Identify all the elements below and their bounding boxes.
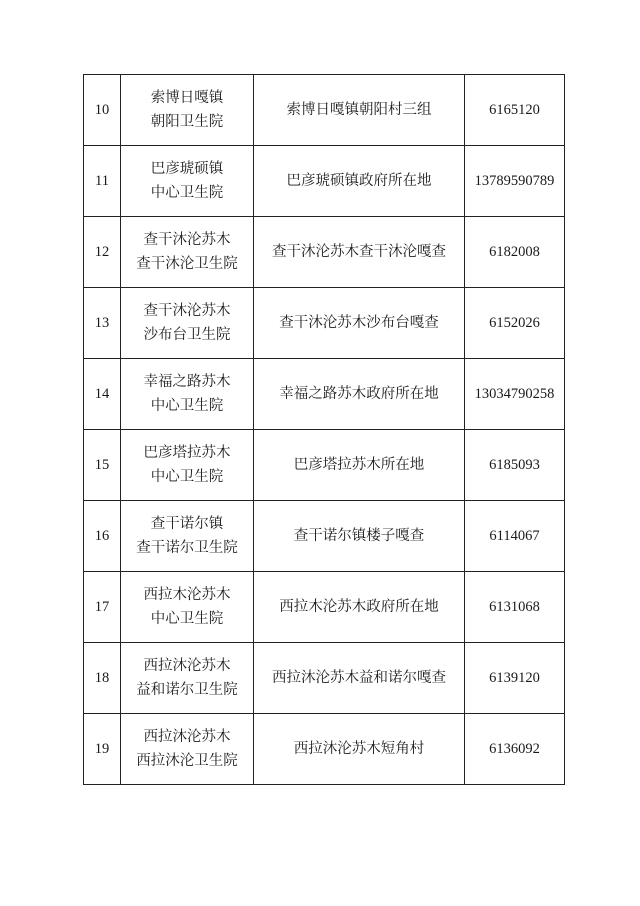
clinic-address: 幸福之路苏木政府所在地: [254, 359, 465, 430]
table-row: [84, 75, 565, 146]
clinic-address: 索博日嘎镇朝阳村三组: [254, 75, 465, 146]
clinic-name: [121, 217, 254, 288]
clinic-name-line1: 西拉沐沦苏木: [143, 729, 231, 745]
clinic-name-line2: 益和诺尔卫生院: [136, 682, 238, 698]
clinic-name-line2: 中心卫生院: [150, 611, 224, 627]
table-body: [84, 75, 565, 785]
clinic-name-line1: 索博日嘎镇: [150, 90, 224, 106]
table-row: [84, 643, 565, 714]
clinic-name-line1: 查干沐沦苏木: [143, 232, 231, 248]
row-number: 19: [84, 714, 121, 785]
table-row: [84, 572, 565, 643]
clinic-address: 西拉沐沦苏木益和诺尔嘎查: [254, 643, 465, 714]
clinic-name: [121, 572, 254, 643]
table-row: [84, 430, 565, 501]
table-row: [84, 146, 565, 217]
clinic-name-line2: 中心卫生院: [150, 469, 224, 485]
clinic-address: 西拉木沦苏木政府所在地: [254, 572, 465, 643]
row-number: 12: [84, 217, 121, 288]
clinic-name-line2: 查干诺尔卫生院: [136, 540, 238, 556]
clinic-address: 查干沐沦苏木沙布台嘎查: [254, 288, 465, 359]
row-number: 18: [84, 643, 121, 714]
clinic-name: [121, 75, 254, 146]
clinic-phone: 6185093: [465, 430, 565, 501]
clinic-name-line1: 西拉沐沦苏木: [143, 658, 231, 674]
clinic-name: [121, 146, 254, 217]
clinic-address: 西拉沐沦苏木短角村: [254, 714, 465, 785]
clinic-phone: 6139120: [465, 643, 565, 714]
row-number: 10: [84, 75, 121, 146]
clinic-phone: 6131068: [465, 572, 565, 643]
clinic-name: [121, 501, 254, 572]
clinic-name: [121, 714, 254, 785]
clinic-phone: 13034790258: [465, 359, 565, 430]
clinic-address: 巴彦琥硕镇政府所在地: [254, 146, 465, 217]
clinic-name-line1: 查干诺尔镇: [150, 516, 224, 532]
clinic-name-line1: 幸福之路苏木: [143, 374, 231, 390]
clinic-address: 巴彦塔拉苏木所在地: [254, 430, 465, 501]
row-number: 14: [84, 359, 121, 430]
clinic-name-line2: 朝阳卫生院: [150, 114, 224, 130]
table-row: [84, 359, 565, 430]
clinic-name-line2: 查干沐沦卫生院: [136, 256, 238, 272]
clinic-phone: 6152026: [465, 288, 565, 359]
clinic-name: [121, 643, 254, 714]
row-number: 11: [84, 146, 121, 217]
row-number: 16: [84, 501, 121, 572]
row-number: 13: [84, 288, 121, 359]
clinic-name-line1: 查干沐沦苏木: [143, 303, 231, 319]
row-number: 17: [84, 572, 121, 643]
table-row: [84, 501, 565, 572]
clinic-phone: 6165120: [465, 75, 565, 146]
clinic-directory-table: [83, 74, 565, 785]
clinic-name-line1: 巴彦琥硕镇: [150, 161, 224, 177]
clinic-phone: 13789590789: [465, 146, 565, 217]
row-number: 15: [84, 430, 121, 501]
clinic-address: 查干诺尔镇楼子嘎查: [254, 501, 465, 572]
clinic-name-line2: 西拉沐沦卫生院: [136, 753, 238, 769]
clinic-phone: 6136092: [465, 714, 565, 785]
clinic-name-line1: 巴彦塔拉苏木: [143, 445, 231, 461]
clinic-name-line2: 沙布台卫生院: [143, 327, 231, 343]
clinic-name-line2: 中心卫生院: [150, 398, 224, 414]
clinic-name-line2: 中心卫生院: [150, 185, 224, 201]
clinic-phone: 6114067: [465, 501, 565, 572]
clinic-name-line1: 西拉木沦苏木: [143, 587, 231, 603]
table-row: [84, 217, 565, 288]
clinic-name: [121, 430, 254, 501]
table-row: [84, 288, 565, 359]
table-row: [84, 714, 565, 785]
clinic-address: 查干沐沦苏木查干沐沦嘎查: [254, 217, 465, 288]
clinic-name: [121, 359, 254, 430]
clinic-name: [121, 288, 254, 359]
clinic-phone: 6182008: [465, 217, 565, 288]
